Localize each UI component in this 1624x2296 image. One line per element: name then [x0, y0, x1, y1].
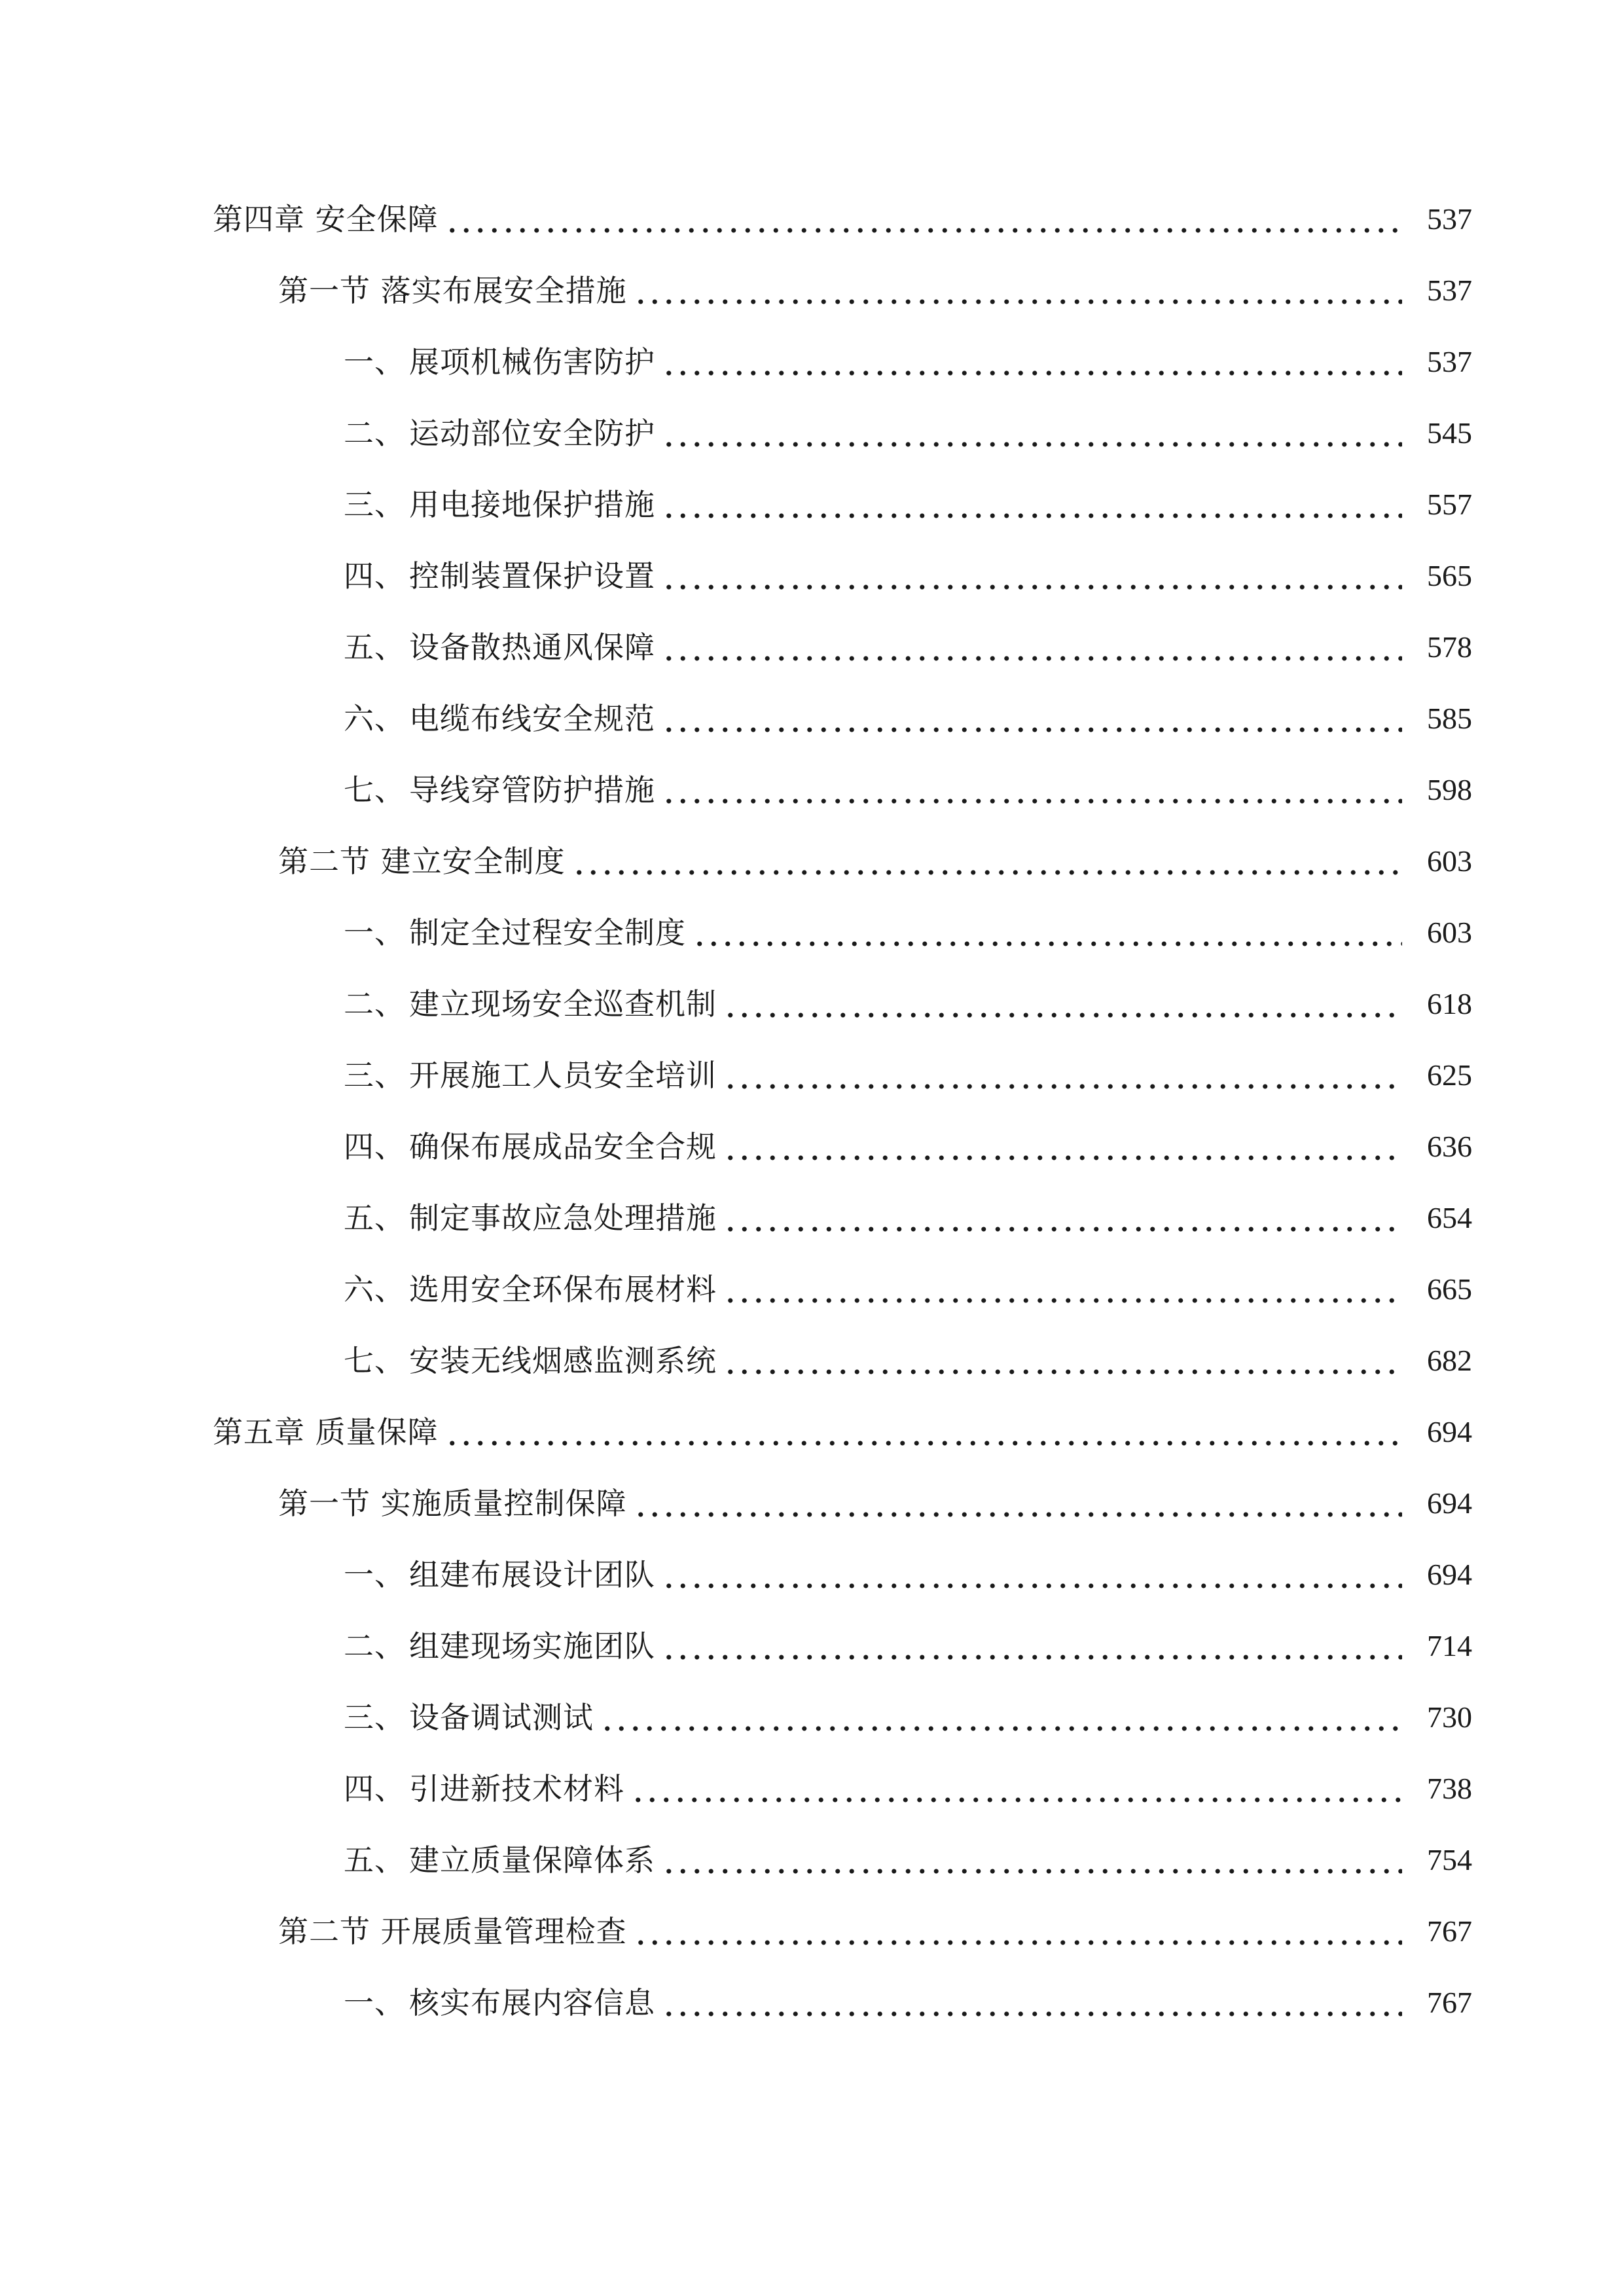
toc-page-number: 578 — [1427, 630, 1472, 664]
toc-entry-label: 第五章 质量保障 — [213, 1414, 439, 1450]
toc-entry-label: 设备散热通风保障 — [409, 630, 655, 665]
toc-leader-dots — [723, 978, 1402, 1030]
toc-page-number: 654 — [1427, 1201, 1472, 1234]
toc-entry-label: 第二节 开展质量管理检查 — [278, 1914, 627, 1949]
toc-item[interactable] — [0, 1192, 1624, 1244]
toc-page-number: 585 — [1427, 702, 1472, 735]
toc-item[interactable] — [0, 764, 1624, 816]
toc-entry-label: 控制装置保护设置 — [409, 558, 655, 594]
toc-page-number: 754 — [1427, 1843, 1472, 1876]
toc-entry-label: 建立质量保障体系 — [409, 1842, 655, 1878]
toc-page-number: 636 — [1427, 1130, 1472, 1163]
toc-item-number: 二、 — [344, 986, 405, 1022]
toc-item[interactable] — [0, 1121, 1624, 1173]
toc-item-number: 六、 — [344, 701, 405, 736]
toc-entry-label: 安装无线烟感监测系统 — [409, 1343, 717, 1378]
toc-entry-label: 制定全过程安全制度 — [409, 915, 686, 950]
toc-item[interactable] — [0, 336, 1624, 388]
toc-entry-label: 用电接地保护措施 — [409, 487, 655, 522]
toc-leader-dots — [634, 1477, 1402, 1530]
toc-item[interactable] — [0, 906, 1624, 959]
toc-leader-dots — [693, 906, 1402, 959]
toc-entry-label: 建立现场安全巡查机制 — [409, 986, 717, 1022]
toc-page-number: 598 — [1427, 773, 1472, 806]
toc-entry-label: 设备调试测试 — [409, 1700, 594, 1735]
toc-item[interactable] — [0, 621, 1624, 673]
toc-page-number: 694 — [1427, 1558, 1472, 1591]
toc-leader-dots — [723, 1121, 1402, 1173]
toc-leader-dots — [723, 1192, 1402, 1244]
toc-leader-dots — [723, 1263, 1402, 1316]
toc-page-number: 714 — [1427, 1629, 1472, 1662]
toc-item-number: 五、 — [344, 1200, 405, 1236]
toc-leader-dots — [631, 1763, 1402, 1815]
toc-leader-dots — [445, 1406, 1402, 1458]
toc-page-number: 625 — [1427, 1058, 1472, 1092]
toc-entry-label: 组建现场实施团队 — [409, 1628, 655, 1664]
toc-page-number: 767 — [1427, 1914, 1472, 1948]
toc-item[interactable] — [0, 1335, 1624, 1387]
toc-item-number: 一、 — [344, 1985, 405, 2020]
toc-page-number: 537 — [1427, 202, 1472, 236]
toc-page-number: 730 — [1427, 1700, 1472, 1734]
toc-item-number: 一、 — [344, 344, 405, 380]
toc-entry-label: 第二节 建立安全制度 — [278, 844, 566, 879]
toc-item[interactable] — [0, 1263, 1624, 1316]
toc-item-number: 七、 — [344, 1343, 405, 1378]
toc-entry-label: 引进新技术材料 — [409, 1771, 624, 1806]
toc-item-number: 五、 — [344, 630, 405, 665]
toc-leader-dots — [662, 1834, 1402, 1886]
toc-page-number: 618 — [1427, 987, 1472, 1020]
toc-entry-label: 运动部位安全防护 — [409, 416, 655, 451]
toc-item[interactable] — [0, 692, 1624, 745]
toc-leader-dots — [662, 764, 1402, 816]
toc-entry-label: 核实布展内容信息 — [409, 1985, 655, 2020]
toc-item-number: 六、 — [344, 1272, 405, 1307]
toc-page-number: 682 — [1427, 1344, 1472, 1377]
toc-leader-dots — [662, 1620, 1402, 1672]
toc-page-number: 537 — [1427, 345, 1472, 378]
toc-page-number: 767 — [1427, 1986, 1472, 2019]
toc-section-2[interactable] — [0, 1905, 1624, 1958]
toc-item[interactable] — [0, 1549, 1624, 1601]
toc-entry-label: 开展施工人员安全培训 — [409, 1058, 717, 1093]
toc-page-number: 738 — [1427, 1772, 1472, 1805]
toc-entry-label: 第四章 安全保障 — [213, 202, 439, 237]
toc-entry-label: 电缆布线安全规范 — [409, 701, 655, 736]
toc-entry-label: 选用安全环保布展材料 — [409, 1272, 717, 1307]
toc-page-number: 557 — [1427, 488, 1472, 521]
toc-leader-dots — [662, 336, 1402, 388]
toc-page-number: 694 — [1427, 1486, 1472, 1520]
toc-item[interactable] — [0, 478, 1624, 531]
toc-chapter-4[interactable] — [0, 193, 1624, 245]
toc-section-1[interactable] — [0, 1477, 1624, 1530]
toc-leader-dots — [662, 1549, 1402, 1601]
toc-entry-label: 制定事故应急处理措施 — [409, 1200, 717, 1236]
toc-leader-dots — [723, 1335, 1402, 1387]
toc-item-number: 二、 — [344, 1628, 405, 1664]
toc-leader-dots — [600, 1691, 1402, 1744]
toc-leader-dots — [662, 407, 1402, 459]
toc-item-number: 四、 — [344, 1771, 405, 1806]
toc-page-number: 545 — [1427, 416, 1472, 450]
toc-item-number: 七、 — [344, 772, 405, 808]
toc-leader-dots — [445, 193, 1402, 245]
toc-page-number: 603 — [1427, 844, 1472, 878]
toc-page-number: 537 — [1427, 274, 1472, 307]
toc-leader-dots — [572, 835, 1402, 888]
toc-entry-label: 第一节 落实布展安全措施 — [278, 273, 627, 308]
toc-item-number: 四、 — [344, 1129, 405, 1164]
toc-entry-label: 导线穿管防护措施 — [409, 772, 655, 808]
toc-item[interactable] — [0, 1049, 1624, 1102]
toc-section-2[interactable] — [0, 835, 1624, 888]
toc-leader-dots — [662, 621, 1402, 673]
toc-item[interactable] — [0, 1977, 1624, 2029]
toc-item[interactable] — [0, 407, 1624, 459]
toc-item[interactable] — [0, 1620, 1624, 1672]
toc-item-number: 一、 — [344, 915, 405, 950]
toc-section-1[interactable] — [0, 264, 1624, 317]
toc-item-number: 四、 — [344, 558, 405, 594]
toc-entry-label: 第一节 实施质量控制保障 — [278, 1486, 627, 1521]
toc-leader-dots — [723, 1049, 1402, 1102]
toc-item-number: 三、 — [344, 1058, 405, 1093]
toc-item[interactable] — [0, 978, 1624, 1030]
toc-item-number: 二、 — [344, 416, 405, 451]
toc-leader-dots — [662, 1977, 1402, 2029]
toc-item-number: 三、 — [344, 1700, 405, 1735]
toc-item[interactable] — [0, 550, 1624, 602]
toc-page-number: 694 — [1427, 1415, 1472, 1448]
toc-page-number: 565 — [1427, 559, 1472, 592]
toc-leader-dots — [662, 692, 1402, 745]
toc-entry-label: 组建布展设计团队 — [409, 1557, 655, 1592]
toc-leader-dots — [662, 478, 1402, 531]
toc-item-number: 三、 — [344, 487, 405, 522]
toc-item-number: 一、 — [344, 1557, 405, 1592]
toc-item[interactable] — [0, 1691, 1624, 1744]
toc-leader-dots — [662, 550, 1402, 602]
toc-leader-dots — [634, 264, 1402, 317]
toc-item-number: 五、 — [344, 1842, 405, 1878]
toc-item[interactable] — [0, 1763, 1624, 1815]
toc-chapter-5[interactable] — [0, 1406, 1624, 1458]
toc-item[interactable] — [0, 1834, 1624, 1886]
toc-leader-dots — [634, 1905, 1402, 1958]
toc-entry-label: 展项机械伤害防护 — [409, 344, 655, 380]
toc-page-number: 603 — [1427, 916, 1472, 949]
toc-entry-label: 确保布展成品安全合规 — [409, 1129, 717, 1164]
toc-page-number: 665 — [1427, 1272, 1472, 1306]
